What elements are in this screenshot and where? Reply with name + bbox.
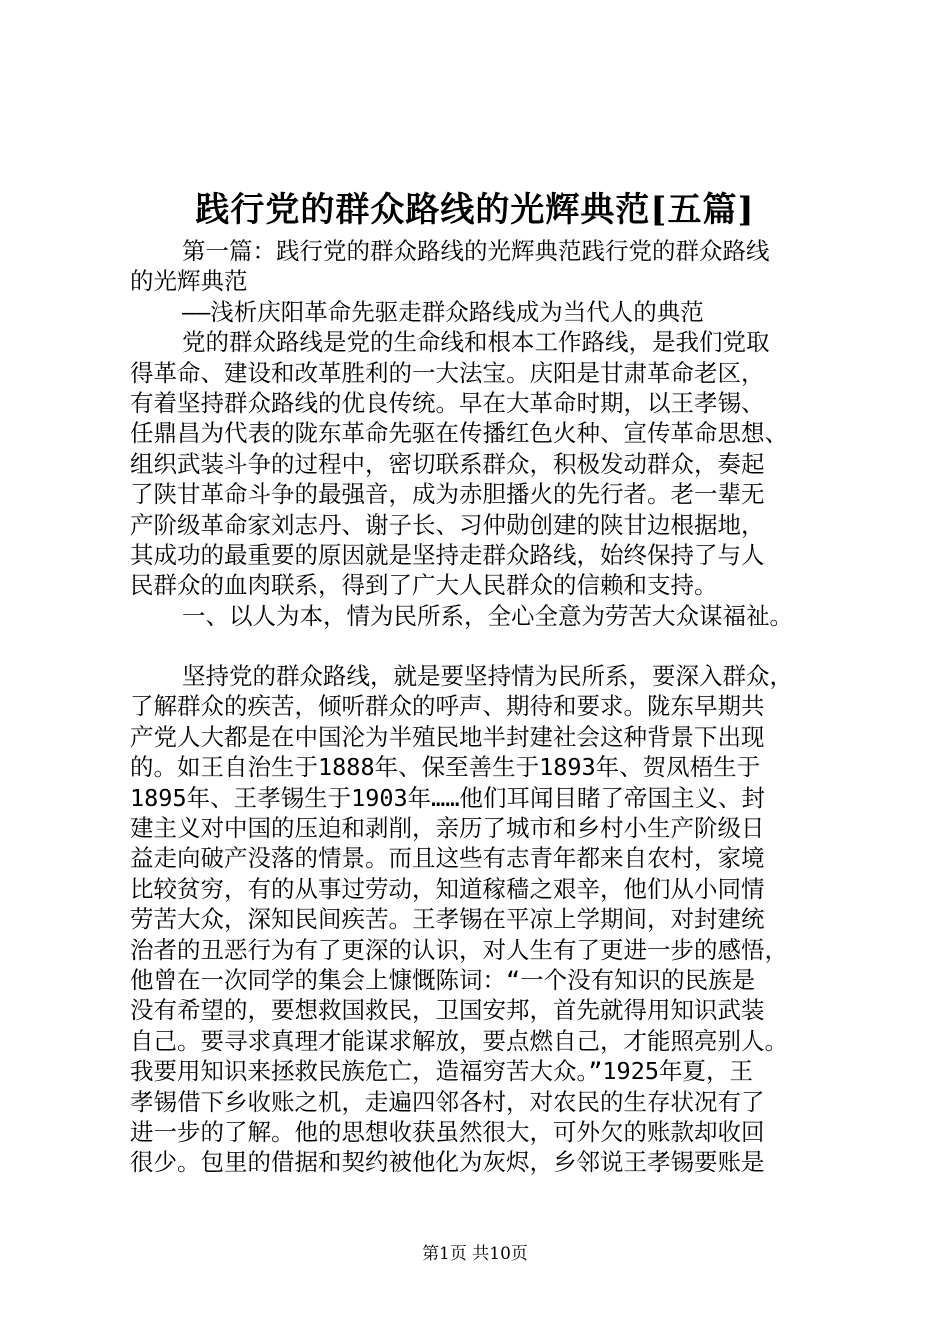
paragraph-line: 没有希望的，要想救国救民，卫国安邦，首先就得用知识武装 — [130, 996, 765, 1025]
paragraph-line: 他曾在一次同学的集会上慷慨陈词：“一个没有知识的民族是 — [130, 965, 756, 994]
paragraph-line: 我要用知识来拯救民族危亡，造福穷苦大众。”1925年夏，王 — [130, 1057, 753, 1086]
section-heading: 一、以人为本，情为民所系，全心全意为劳苦大众谋福祉。 — [182, 601, 793, 630]
paragraph-line: 有着坚持群众路线的优良传统。早在大革命时期，以王孝锡、 — [130, 388, 765, 417]
document-title: 践行党的群众路线的光辉典范[五篇] — [195, 190, 755, 230]
paragraph-line: 进一步的了解。他的思想收获虽然很大，可外欠的账款却收回 — [130, 1117, 765, 1146]
paragraph-line: 孝锡借下乡收账之机，走遍四邻各村，对农民的生存状况有了 — [130, 1087, 765, 1116]
document-body — [130, 236, 855, 1178]
paragraph-line: 得革命、建设和改革胜利的一大法宝。庆阳是甘肃革命老区， — [130, 358, 765, 387]
paragraph-line: 比较贫穷，有的从事过劳动，知道稼穑之艰辛，他们从小同情 — [130, 874, 765, 903]
paragraph-line: 任鼎昌为代表的陇东革命先驱在传播红色火种、宣传革命思想、 — [130, 419, 788, 448]
paragraph-line: 坚持党的群众路线，就是要坚持情为民所系，要深入群众， — [182, 662, 793, 691]
paragraph-line: 的。如王自治生于1888年、保至善生于1893年、贺凤梧生于 — [130, 753, 761, 782]
paragraph-line: 1895年、王孝锡生于1903年……他们耳闻目睹了帝国主义、封 — [130, 783, 765, 812]
paragraph-line: 益走向破产没落的情景。而且这些有志青年都来自农村，家境 — [130, 844, 765, 873]
paragraph-line: 很少。包里的借据和契约被他化为灰烬，乡邻说王孝锡要账是 — [130, 1148, 765, 1177]
paragraph-line: 党的群众路线是党的生命线和根本工作路线，是我们党取 — [182, 328, 770, 357]
paragraph-line: 产党人大都是在中国沦为半殖民地半封建社会这种背景下出现 — [130, 722, 765, 751]
paragraph-line: 第一篇：践行党的群众路线的光辉典范践行党的群众路线 — [182, 237, 770, 265]
paragraph-line: 了陕甘革命斗争的最强音，成为赤胆播火的先行者。老一辈无 — [130, 480, 765, 509]
paragraph-line: 其成功的最重要的原因就是坚持走群众路线，始终保持了与人 — [130, 540, 765, 569]
paragraph-line: 组织武装斗争的过程中，密切联系群众，积极发动群众，奏起 — [130, 449, 765, 478]
paragraph-line: 劳苦大众，深知民间疾苦。王孝锡在平凉上学期间，对封建统 — [130, 905, 765, 934]
subtitle-line: ——浅析庆阳革命先驱走群众路线成为当代人的典范 — [182, 297, 704, 326]
paragraph-line: 建主义对中国的压迫和剥削，亲历了城市和乡村小生产阶级日 — [130, 814, 765, 843]
paragraph-gap — [130, 631, 855, 661]
paragraph-line: 自己。要寻求真理才能谋求解放，要点燃自己，才能照亮别人。 — [130, 1026, 788, 1055]
paragraph-line: 治者的丑恶行为有了更深的认识，对人生有了更进一步的感悟， — [130, 935, 788, 964]
paragraph-line: 的光辉典范 — [130, 267, 248, 296]
paragraph-line: 产阶级革命家刘志丹、谢子长、习仲勋创建的陕甘边根据地， — [130, 510, 765, 539]
paragraph-line: 了解群众的疾苦，倾听群众的呼声、期待和要求。陇东早期共 — [130, 692, 765, 721]
page-number: 第1页 共10页 — [422, 1244, 528, 1264]
paragraph-line: 民群众的血肉联系，得到了广大人民群众的信赖和支持。 — [130, 571, 718, 600]
